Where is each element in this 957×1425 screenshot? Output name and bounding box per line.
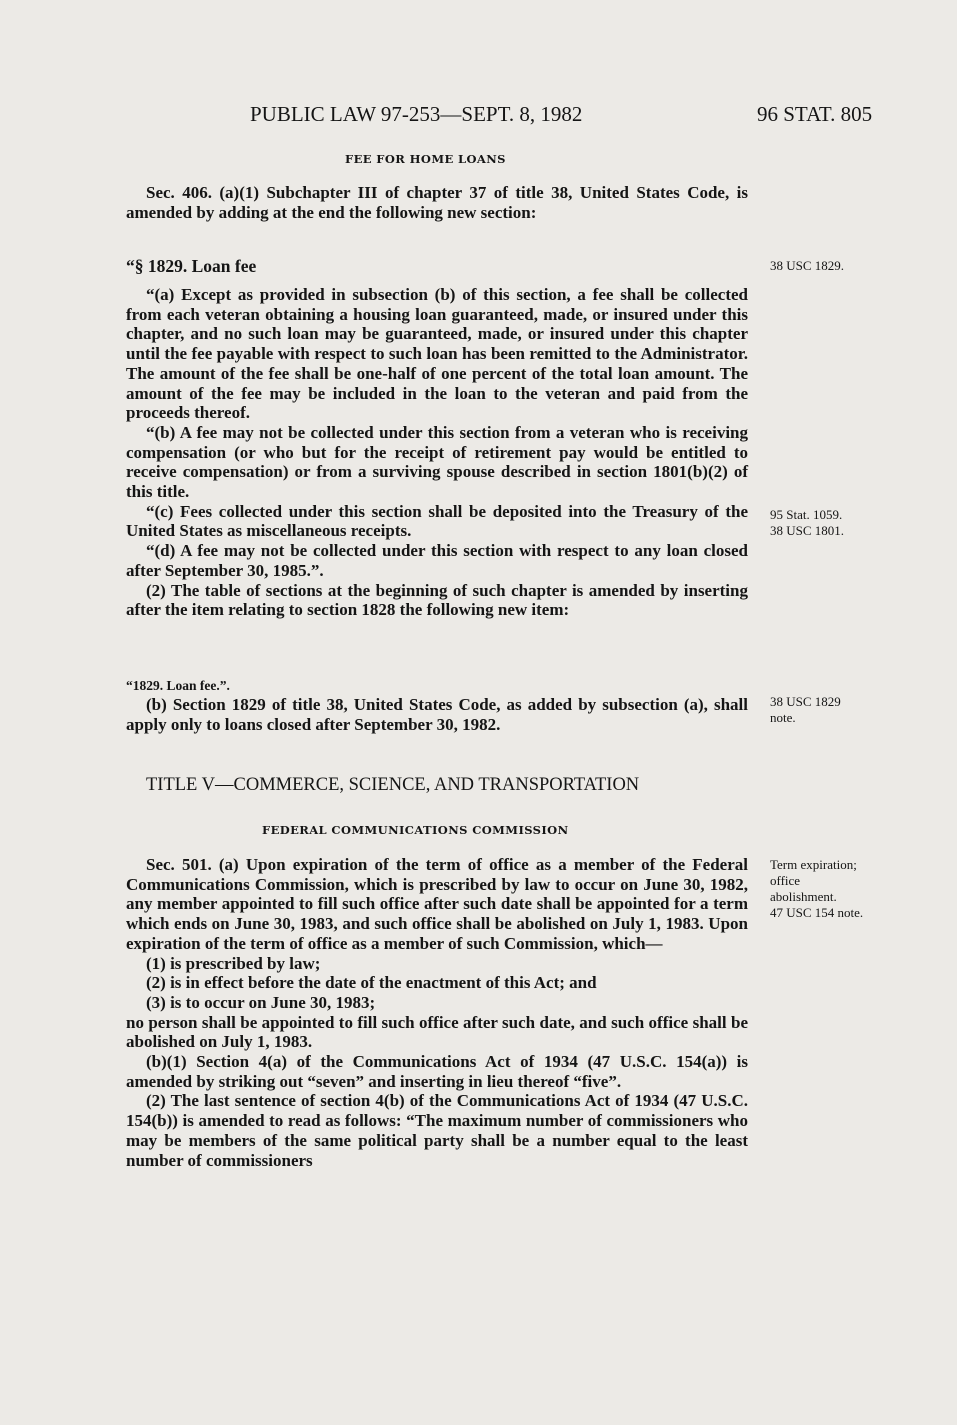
margin-note-line: 47 USC 154 note. — [770, 905, 864, 920]
sec501-item-1: (1) is prescribed by law; — [146, 953, 321, 973]
running-header-stat: 96 STAT. 805 — [757, 102, 873, 126]
margin-note-line: Term expiration; — [770, 857, 857, 872]
s1829-subsection-a: “(a) Except as provided in subsection (b) of this section, a fee shall be collected from each veteran obtaining a housing loan guaranteed, made, or insured under this chapter, and no such loan may be guaranteed, made, or insured under this chapter until the fee payable with respect to such loan has been remitted to the Administrator. The amount of the fee shall be one-half of one percent of the total loan amount. The amount of the fee may be included in the loan to the veteran and paid from the proceeds thereof. — [126, 285, 748, 423]
s1829-heading: “§ 1829. Loan fee — [126, 256, 257, 276]
heading-fee-for-home-loans: FEE FOR HOME LOANS — [345, 152, 506, 166]
new-item-block — [126, 676, 748, 696]
margin-note-line: office — [770, 873, 801, 888]
running-header-citation: PUBLIC LAW 97-253—SEPT. 8, 1982 — [250, 102, 583, 126]
sec501-body — [126, 855, 748, 1170]
sec406-b: (b) Section 1829 of title 38, United States Code, as added by subsection (a), shall apply only to loans closed after September 30, 1982. — [126, 695, 748, 734]
sec406-intro: Sec. 406. (a)(1) Subchapter III of chapter 37 of title 38, United States Code, is amended by adding at the end the following new section: — [126, 183, 748, 222]
sec501-b2: (2) The last sentence of section 4(b) of the Communications Act of 1934 (47 U.S.C. 154(b)) is amended to read as follows: “The maximum number of commissioners who may be members of the same political party shall be a number equal to the least number of commissioners — [126, 1091, 748, 1170]
s1829-heading-block — [126, 257, 748, 277]
sec501-item-2: (2) is in effect before the date of the enactment of this Act; and — [146, 973, 597, 993]
sec501-a: Sec. 501. (a) Upon expiration of the term of office as a member of the Federal Communications Commission, which is prescribed by law to occur on June 30, 1982, any member appointed to fill such office after such date shall be appointed for a term which ends on June 30, 1983, and such office shall be abolished on July 1, 1983. Upon expiration of the term of office as a member of such Commission, which— — [126, 855, 748, 953]
sec406-b-block — [126, 695, 748, 734]
title-v-heading: TITLE V—COMMERCE, SCIENCE, AND TRANSPORTATION — [146, 775, 640, 795]
s1829-subsection-d: “(d) A fee may not be collected under this section with respect to any loan closed after September 30, 1985.”. — [126, 541, 748, 580]
margin-note-line: note. — [770, 710, 796, 725]
sec501-continuation: no person shall be appointed to fill such office after such date, and such office shall be abolished on July 1, 1983. — [126, 1012, 748, 1052]
s1829-subsection-c: “(c) Fees collected under this section shall be deposited into the Treasury of the United States as miscellaneous receipts. — [126, 501, 748, 541]
sec406-a2: (2) The table of sections at the beginning of such chapter is amended by inserting after the item relating to section 1828 the following new item: — [126, 580, 748, 620]
heading-fcc: FEDERAL COMMUNICATIONS COMMISSION — [262, 823, 569, 837]
margin-note-line: 95 Stat. 1059. — [770, 507, 843, 522]
margin-note-38usc1829: 38 USC 1829. — [770, 258, 845, 273]
sec406-intro-block — [126, 183, 748, 222]
margin-note-term-expiration — [770, 857, 863, 921]
s1829-body — [126, 285, 748, 620]
margin-note-line: abolishment. — [770, 889, 837, 904]
s1829-subsection-b: “(b) A fee may not be collected under this section from a veteran who is receiving compensation (or who but for the receipt of retirement pay would be entitled to receive compensation) or from a surviving spouse described in section 1801(b)(2) of this title. — [126, 422, 748, 502]
sec501-b1: (b)(1) Section 4(a) of the Communications Act of 1934 (47 U.S.C. 154(a)) is amended by striking out “seven” and inserting in lieu thereof “five”. — [126, 1052, 748, 1091]
margin-note-line: 38 USC 1801. — [770, 523, 845, 538]
sec501-item-3: (3) is to occur on June 30, 1983; — [146, 992, 376, 1012]
margin-note-95stat — [770, 507, 844, 539]
margin-note-line: 38 USC 1829 — [770, 694, 841, 709]
new-table-item: “1829. Loan fee.”. — [126, 678, 230, 693]
margin-note-38usc1829-note — [770, 694, 841, 726]
